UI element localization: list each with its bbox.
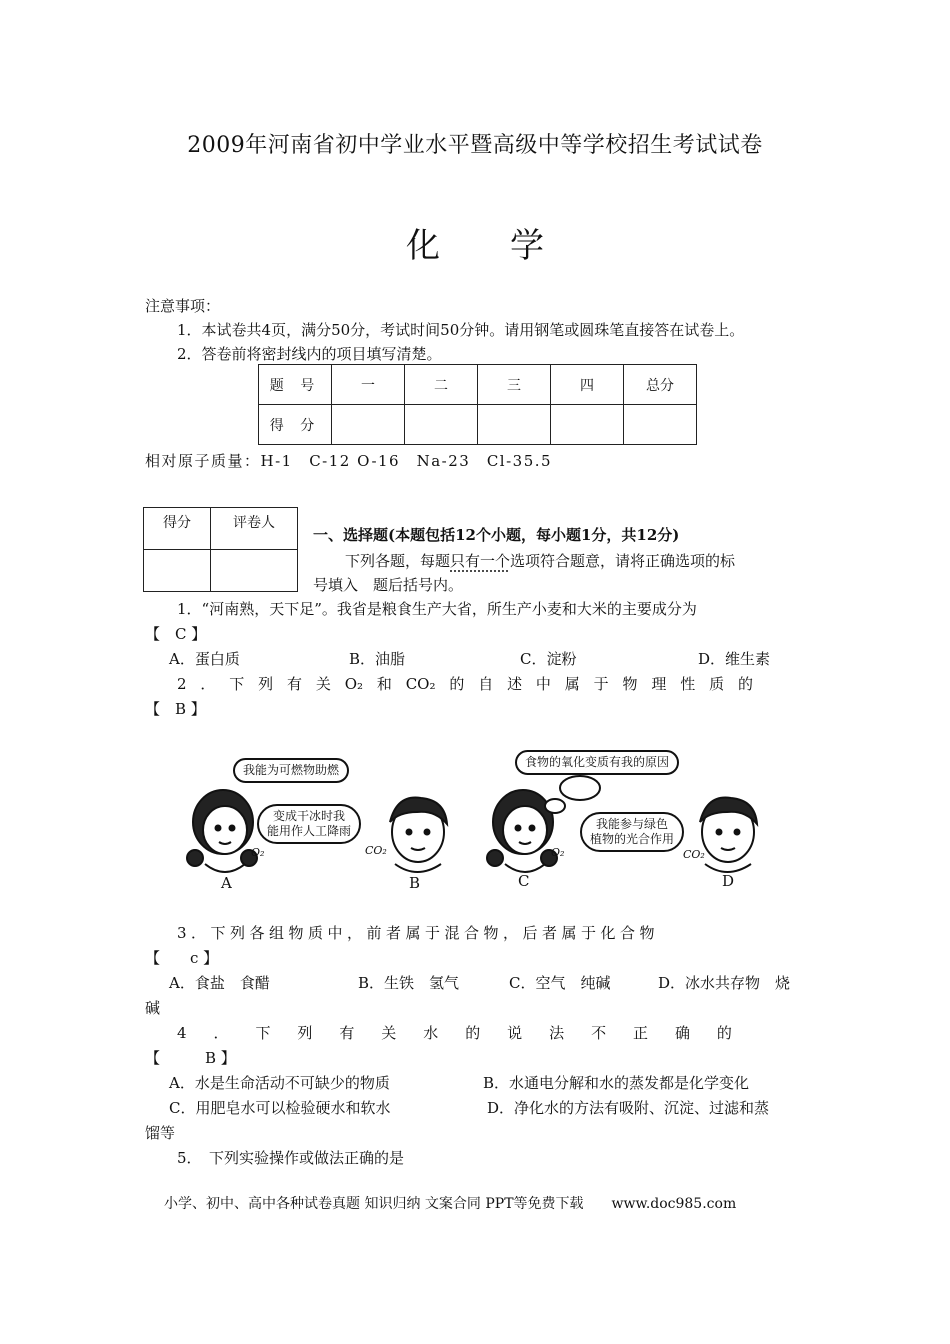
section1-instruction-2: 号填入 题后括号内。 <box>313 576 464 594</box>
q2-char: 属 <box>564 675 580 693</box>
score-header-cell: 四 <box>551 365 624 405</box>
q2-char: ． <box>200 675 216 693</box>
subject-title: 化学 <box>406 226 614 266</box>
grader-table <box>143 507 298 592</box>
q4-char: 下 <box>255 1024 271 1042</box>
bubble-b-line2: 能用作人工降雨 <box>267 824 352 838</box>
grader-score-label: 得分 <box>144 508 211 550</box>
q4-option-d-cont: 馏等 <box>145 1124 176 1142</box>
q4-answer: 【 B 】 <box>145 1049 236 1067</box>
q3-option-c: C．空气 纯碱 <box>509 974 611 992</box>
q2-char: 的 <box>737 675 753 693</box>
q2-char: 和 <box>376 675 392 693</box>
q4-char: 列 <box>297 1024 313 1042</box>
q4-option-c: C．用肥皂水可以检验硬水和软水 <box>169 1099 391 1117</box>
score-header-cell: 二 <box>405 365 478 405</box>
q2-char: 2 <box>177 675 187 693</box>
q4-char: 水 <box>423 1024 439 1042</box>
q2-char: 关 <box>315 675 331 693</box>
score-cell[interactable] <box>332 405 405 445</box>
page-footer: 小学、初中、高中各种试卷真题 知识归纳 文案合同 PPT等免费下载 www.doc985.com <box>164 1196 737 1212</box>
q2-char: CO₂ <box>405 675 436 693</box>
q4-option-d: D．净化水的方法有吸附、沉淀、过滤和蒸 <box>487 1099 770 1117</box>
grader-name-cell[interactable] <box>211 550 298 592</box>
q2-char: 的 <box>449 675 465 693</box>
q1-option-a: A．蛋白质 <box>169 650 240 668</box>
q2-char: 列 <box>258 675 274 693</box>
q4-char: 正 <box>633 1024 649 1042</box>
score-cell[interactable] <box>478 405 551 445</box>
q2-figure <box>185 740 805 900</box>
q1-option-d: D．维生素 <box>698 650 771 668</box>
score-header-cell: 题 号 <box>259 365 332 405</box>
section1-heading: 一、选择题(本题包括12个小题，每小题1分，共12分) <box>313 526 680 544</box>
q4-char: 关 <box>381 1024 397 1042</box>
score-header-cell: 总分 <box>624 365 697 405</box>
score-header-cell: 三 <box>478 365 551 405</box>
q4-char: 法 <box>549 1024 565 1042</box>
score-cell[interactable] <box>405 405 478 445</box>
q3-option-b: B．生铁 氢气 <box>358 974 460 992</box>
q2-answer: 【 B 】 <box>145 700 206 718</box>
q5-stem: 5． 下列实验操作或做法正确的是 <box>177 1149 405 1167</box>
bubble-b <box>257 804 361 844</box>
score-header-cell: 一 <box>332 365 405 405</box>
q4-char: 不 <box>591 1024 607 1042</box>
score-cell[interactable] <box>624 405 697 445</box>
q2-char: 述 <box>507 675 523 693</box>
q2-char: 下 <box>229 675 245 693</box>
instr-pre: 下列各题，每题 <box>345 552 451 570</box>
q2-char: 于 <box>593 675 609 693</box>
bubble-d <box>580 812 684 852</box>
grader-score-cell[interactable] <box>144 550 211 592</box>
notice-heading: 注意事项： <box>145 297 221 315</box>
figure-label-c: C <box>518 872 530 890</box>
q4-stem <box>177 1023 732 1043</box>
instr-post: 选项符合题意，请将正确选项的标 <box>510 552 736 570</box>
q3-option-d: D．冰水共存物 烧 <box>658 974 791 992</box>
bubble-a: 我能为可燃物助燃 <box>233 758 349 783</box>
q2-char: 自 <box>478 675 494 693</box>
q3-option-a: A．食盐 食醋 <box>169 974 270 992</box>
q4-char: 4 <box>177 1024 187 1042</box>
bubble-c: 食物的氧化变质有我的原因 <box>515 750 679 775</box>
notice-item-2: 2．答卷前将密封线内的项目填写清楚。 <box>177 345 442 363</box>
notice-item-1: 1．本试卷共4页，满分50分，考试时间50分钟。请用钢笔或圆珠笔直接答在试卷上。 <box>177 321 745 339</box>
score-cell[interactable] <box>551 405 624 445</box>
q2-char: 中 <box>535 675 551 693</box>
q4-char: ． <box>213 1024 229 1042</box>
q2-char: 物 <box>622 675 638 693</box>
figure-label-a: A <box>221 874 232 892</box>
q1-stem: 1．“河南熟，天下足”。我省是粮食生产大省，所生产小麦和大米的主要成分为 <box>177 600 697 618</box>
q3-option-d-cont: 碱 <box>145 999 161 1017</box>
bubble-d-line1: 我能参与绿色 <box>596 817 669 831</box>
exam-title: 2009年河南省初中学业水平暨高级中等学校招生考试试卷 <box>187 133 763 158</box>
q2-char: O₂ <box>344 675 363 693</box>
q4-option-a: A．水是生命活动不可缺少的物质 <box>169 1074 390 1092</box>
q2-char: 有 <box>286 675 302 693</box>
q2-stem <box>177 674 753 694</box>
score-row-label: 得 分 <box>259 405 332 445</box>
grader-name-label: 评卷人 <box>211 508 298 550</box>
q4-option-b: B．水通电分解和水的蒸发都是化学变化 <box>483 1074 750 1092</box>
section1-instruction <box>345 551 735 571</box>
o2-label-c: O₂ <box>551 846 565 859</box>
q4-char: 的 <box>465 1024 481 1042</box>
q4-char: 说 <box>507 1024 523 1042</box>
q1-answer: 【 C 】 <box>145 625 207 643</box>
q4-char: 的 <box>716 1024 732 1042</box>
bubble-b-line1: 变成干冰时我 <box>273 809 346 823</box>
co2-label-b: CO₂ <box>365 844 387 857</box>
q1-option-b: B．油脂 <box>349 650 406 668</box>
atomic-mass: 相对原子质量：H-1 C-12 O-16 Na-23 Cl-35.5 <box>145 452 553 470</box>
q2-char: 性 <box>680 675 696 693</box>
q4-char: 确 <box>674 1024 690 1042</box>
instr-emphasis: 只有一个 <box>450 552 511 570</box>
o2-label-a: O₂ <box>251 846 265 859</box>
figure-label-d: D <box>722 872 735 890</box>
co2-label-d: CO₂ <box>683 848 705 861</box>
q3-stem: 3．下列各组物质中，前者属于混合物，后者属于化合物 <box>177 924 660 942</box>
q3-answer: 【 c 】 <box>145 949 219 967</box>
bubble-d-line2: 植物的光合作用 <box>590 832 675 846</box>
q2-char: 质 <box>709 675 725 693</box>
q4-char: 有 <box>339 1024 355 1042</box>
figure-label-b: B <box>409 874 421 892</box>
q1-option-c: C．淀粉 <box>520 650 577 668</box>
q2-char: 理 <box>651 675 667 693</box>
score-table <box>258 364 697 445</box>
